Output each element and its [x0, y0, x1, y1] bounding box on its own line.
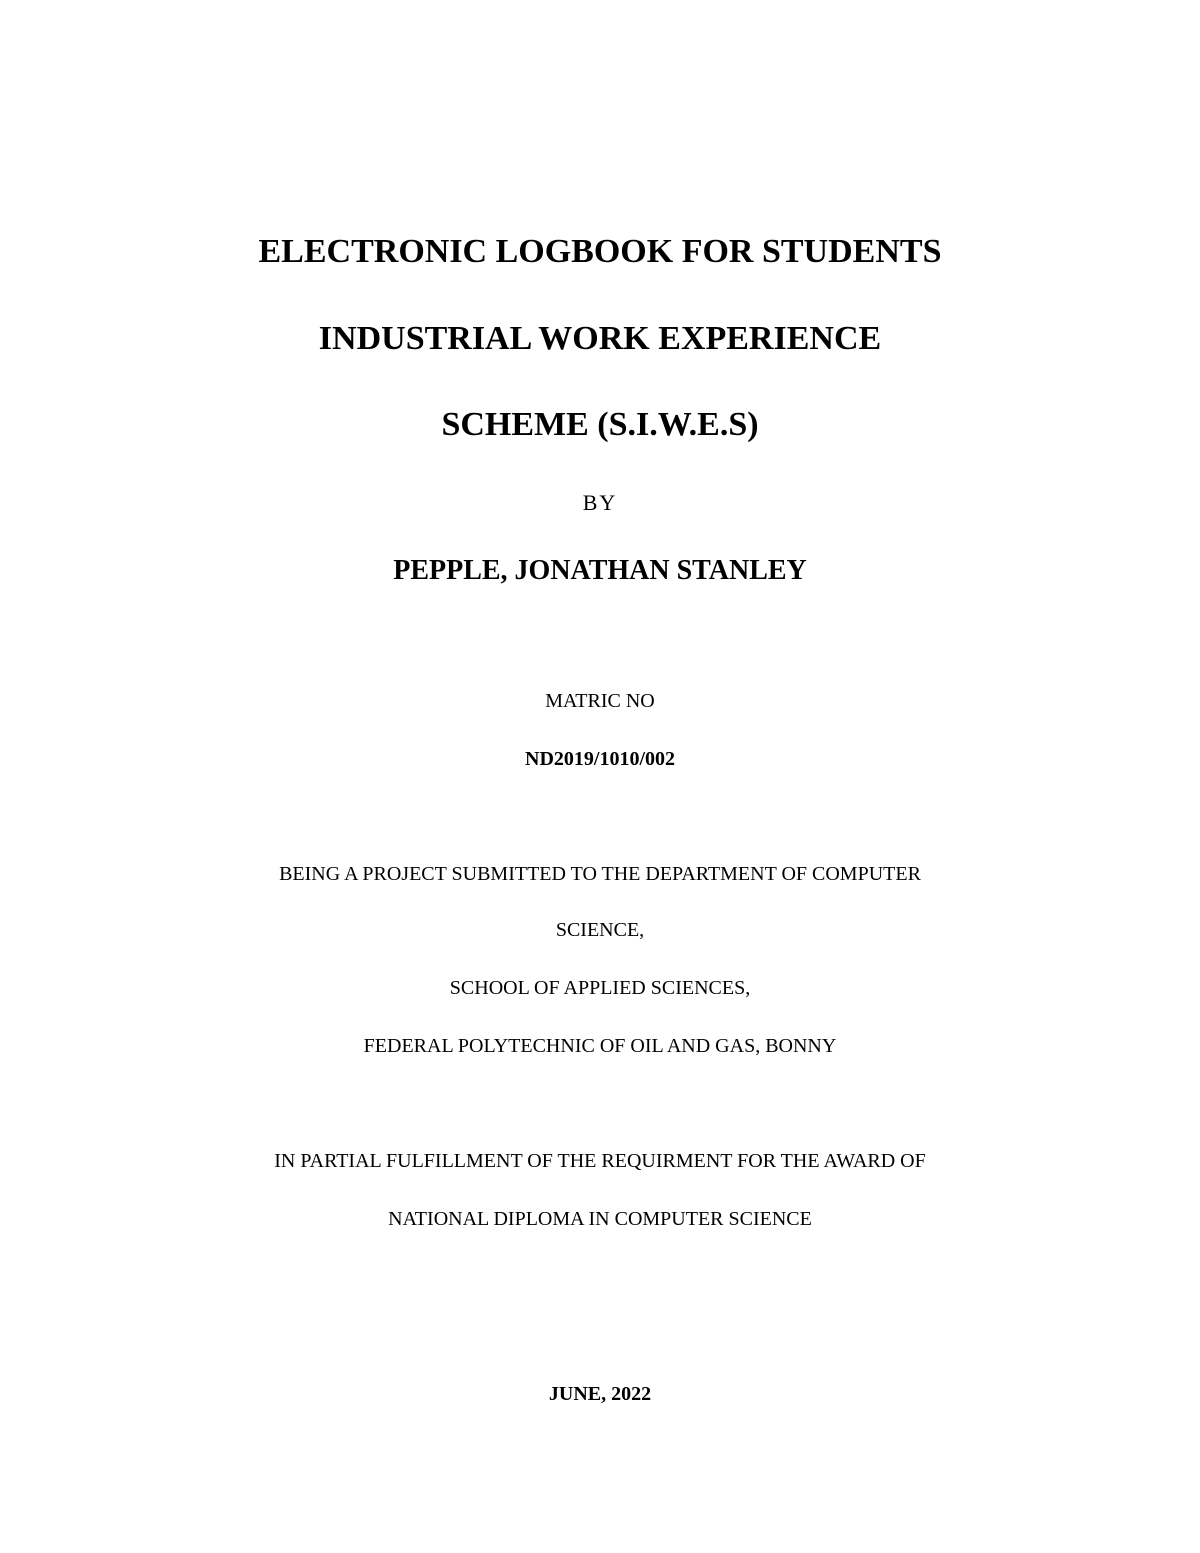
document-title-line-3: SCHEME (S.I.W.E.S) [441, 406, 759, 443]
by-label: BY [582, 490, 618, 515]
fulfillment-line-1: IN PARTIAL FULFILLMENT OF THE REQUIRMENT FOR THE AWARD OF [274, 1150, 926, 1172]
submission-line-3: SCHOOL OF APPLIED SCIENCES, [449, 977, 751, 999]
matric-number: ND2019/1010/002 [525, 748, 675, 770]
document-title-line-2: INDUSTRIAL WORK EXPERIENCE [318, 320, 882, 357]
author-name: PEPPLE, JONATHAN STANLEY [393, 555, 807, 586]
matric-label: MATRIC NO [545, 690, 655, 712]
submission-line-4: FEDERAL POLYTECHNIC OF OIL AND GAS, BONNY [363, 1035, 837, 1057]
fulfillment-line-2: NATIONAL DIPLOMA IN COMPUTER SCIENCE [388, 1208, 812, 1230]
submission-date: JUNE, 2022 [548, 1383, 652, 1405]
document-title-line-1: ELECTRONIC LOGBOOK FOR STUDENTS [258, 233, 942, 270]
submission-line-2: SCIENCE, [555, 919, 645, 941]
submission-line-1: BEING A PROJECT SUBMITTED TO THE DEPARTMENT OF COMPUTER [279, 863, 921, 885]
